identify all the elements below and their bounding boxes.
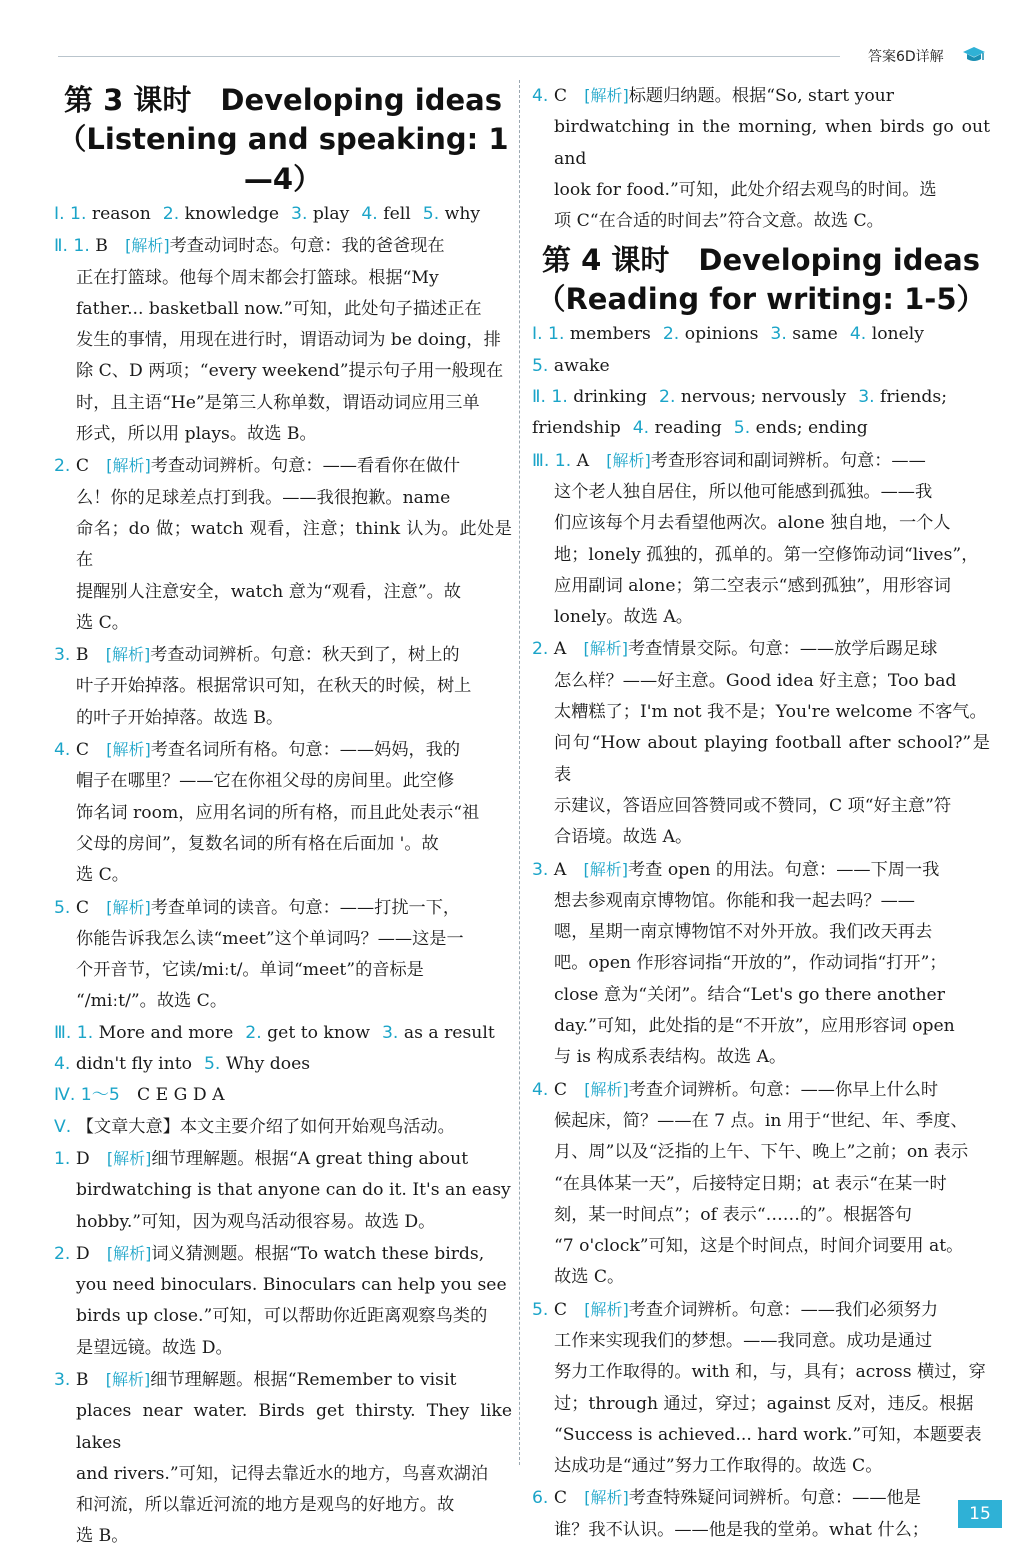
right-answer-lines — [532, 319, 990, 1546]
answer-line: 怎么样？——好主意。Good idea 好主意；Too bad — [554, 670, 957, 691]
answer-line: 与 is 构成系表结构。故选 A。 — [554, 1047, 787, 1068]
answer-line: 地；lonely 孤独的，孤单的。第一空修饰动词“lives”， — [554, 544, 979, 565]
answer-line: 5. C [解析]考查单词的读音。句意：——打扰一下， — [54, 897, 461, 918]
answer-line: 问句“How about playing football after school?”是表 — [554, 733, 990, 785]
answer-line: 你能告诉我怎么读“meet”这个单词吗？——这是一 — [76, 928, 464, 949]
answer-line: Ⅱ. 1. B [解析]考查动词时态。句意：我的爸爸现在 — [54, 236, 445, 257]
answer-line: and rivers.”可知，记得去靠近水的地方，鸟喜欢湖泊 — [76, 1463, 489, 1484]
answer-line: Ⅰ. 1. members 2. opinions 3. same 4. lonely — [532, 324, 924, 345]
section-mark: Ⅱ. — [532, 387, 546, 408]
section-mark: Ⅳ. — [54, 1085, 76, 1106]
answer-line: 选 C。 — [76, 612, 129, 633]
answer-line: 时，且主语“He”是第三人称单数，谓语动词应用三单 — [76, 392, 480, 413]
lesson-3-subtitle: （Listening and speaking: 1—4） — [57, 122, 509, 196]
answer-line: 太糟糕了；I'm not 我不是；You're welcome 不客气。 — [554, 702, 987, 723]
answer-line: 饰名词 room，应用名词的所有格，而且此处表示“祖 — [76, 802, 480, 823]
section-mark: Ⅲ. — [54, 1022, 72, 1043]
answer-line: Ⅲ. 1. A [解析]考查形容词和副词辨析。句意：—— — [532, 450, 926, 471]
answer-line: you need binoculars. Binoculars can help you see — [76, 1275, 507, 1296]
answer-line: 候起床，简？——在 7 点。in 用于“世纪、年、季度、 — [554, 1110, 968, 1131]
answer-line: 命名；do 做；watch 观看，注意；think 认为。此处是在 — [76, 518, 512, 571]
answer-line: 5. C [解析]考查介词辨析。句意：——我们必须努力 — [532, 1299, 939, 1320]
answer-line: 正在打篮球。他每个周末都会打篮球。根据“My — [76, 267, 439, 288]
header-brand: 答案6D详解 — [868, 49, 944, 65]
answer-line: 3. B [解析]考查动词辨析。句意：秋天到了，树上的 — [54, 645, 460, 666]
right-column — [532, 80, 990, 1546]
answer-line: 么！你的足球差点打到我。——我很抱歉。name — [76, 487, 451, 508]
answer-line: 和河流，所以靠近河流的地方是观鸟的好地方。故 — [76, 1495, 455, 1516]
answer-line: birds up close.”可知，可以帮助你近距离观察鸟类的 — [76, 1306, 488, 1327]
answer-line: “/miːt/”。故选 C。 — [76, 991, 228, 1012]
answer-line: 努力工作取得的。with 和，与，具有；across 横过，穿 — [554, 1362, 986, 1383]
left-answer-lines — [54, 199, 512, 1553]
answer-line: day.”可知，此处指的是“不开放”，应用形容词 open — [554, 1016, 955, 1037]
answer-line: 除 C、D 两项；“every weekend”提示句子用一般现在 — [76, 361, 504, 382]
answer-line: 2. A [解析]考查情景交际。句意：——放学后踢足球 — [532, 639, 938, 660]
answer-line: 2. D [解析]词义猜测题。根据“To watch these birds, — [54, 1243, 485, 1264]
answer-line: 发生的事情，用现在进行时，谓语动词为 be doing，排 — [76, 330, 501, 351]
answer-line: 3. B [解析]细节理解题。根据“Remember to visit — [54, 1369, 457, 1390]
lesson-4-subtitle: （Reading for writing: 1-5） — [536, 282, 986, 317]
answer-line: 2. C [解析]考查动词辨析。句意：——看看你在做什 — [54, 456, 461, 477]
answer-line: father... basketball now.”可知，此处句子描述正在 — [76, 298, 482, 319]
answer-line: look for food.”可知，此处介绍去观鸟的时间。选 — [554, 179, 937, 200]
answer-line: Ⅲ. 1. More and more 2. get to know 3. as a result — [54, 1022, 495, 1043]
answer-line: 5. awake — [532, 355, 610, 376]
answer-line: 吧。open 作形容词指“开放的”，作动词指“打开”； — [554, 953, 947, 974]
answer-line: “7 o'clock”可知，这是个时间点，时间介词要用 at。 — [554, 1236, 964, 1257]
answer-line: 这个老人独自居住，所以他可能感到孤独。——我 — [554, 481, 933, 502]
answer-line: 形式，所以用 plays。故选 B。 — [76, 424, 317, 445]
lesson-3-title: 第 3 课时 Developing ideas — [64, 83, 502, 117]
section-mark: Ⅱ. — [54, 236, 68, 257]
answer-line: 叶子开始掉落。根据常识可知，在秋天的时候，树上 — [76, 676, 472, 697]
answer-line: lonely。故选 A。 — [554, 607, 693, 628]
answer-line: friendship 4. reading 5. ends; ending — [532, 418, 868, 439]
column-divider — [519, 80, 520, 1465]
answer-line: Ⅴ. 【文章大意】本文主要介绍了如何开始观鸟活动。 — [54, 1116, 455, 1137]
answer-line: “Success is achieved... hard work.”可知，本题要表 — [554, 1424, 982, 1445]
answer-line: 谁？我不认识。——他是我的堂弟。what 什么； — [554, 1519, 929, 1540]
answer-line: 刻，某一时间点”；of 表示“……的”。根据答句 — [554, 1204, 912, 1225]
answer-line: 6. C [解析]考查特殊疑问词辨析。句意：——他是 — [532, 1488, 921, 1509]
header-rule — [58, 56, 840, 57]
answer-line: 提醒别人注意安全，watch 意为“观看，注意”。故 — [76, 581, 461, 602]
answer-line: 合语境。故选 A。 — [554, 827, 693, 848]
section-mark: Ⅰ. — [532, 324, 543, 345]
right-continued-lines — [532, 80, 990, 237]
section-mark: Ⅰ. — [54, 204, 65, 224]
answer-line: 4. C [解析]考查名词所有格。句意：——妈妈，我的 — [54, 740, 461, 761]
answer-line: 选 C。 — [76, 865, 129, 886]
answer-line: 工作来实现我们的梦想。——我同意。成功是通过 — [554, 1330, 933, 1351]
answer-line: 示建议，答语应回答赞同或不赞同，C 项“好主意”符 — [554, 795, 952, 816]
answer-line: 的叶子开始掉落。故选 B。 — [76, 707, 284, 728]
answer-line: 选 B。 — [76, 1526, 129, 1547]
lesson-4-title: 第 4 课时 Developing ideas — [542, 243, 980, 278]
page-number: 15 — [958, 1500, 1002, 1528]
answer-line: close 意为“关闭”。结合“Let's go there another — [554, 984, 945, 1005]
answer-line: hobby.”可知，因为观鸟活动很容易。故选 D。 — [76, 1211, 436, 1232]
answer-line: “在具体某一天”，后接特定日期；at 表示“在某一时 — [554, 1173, 947, 1194]
answer-line: 1. D [解析]细节理解题。根据“A great thing about — [54, 1148, 469, 1169]
answer-line: 是望远镜。故选 D。 — [76, 1337, 233, 1358]
answer-line: 帽子在哪里？——它在你祖父母的房间里。此空修 — [76, 771, 455, 792]
answer-line: places near water. Birds get thirsty. They like lakes — [76, 1401, 512, 1453]
answer-line: 4. C [解析]考查介词辨析。句意：——你早上什么时 — [532, 1079, 939, 1100]
answer-line: Ⅱ. 1. drinking 2. nervous; nervously 3. friends; — [532, 387, 947, 408]
section-mark: Ⅴ. — [54, 1116, 72, 1137]
answer-line: 想去参观南京博物馆。你能和我一起去吗？—— — [554, 890, 915, 911]
answer-line: 4. didn't fly into 5. Why does — [54, 1054, 311, 1075]
answer-line: 过；through 通过，穿过；against 反对，违反。根据 — [554, 1393, 974, 1414]
answer-line: 达成功是“通过”努力工作取得的。故选 C。 — [554, 1456, 883, 1477]
answer-line: 父母的房间”，复数名词的所有格在后面加 '。故 — [76, 833, 439, 854]
answer-line: Ⅳ. 1～5 C E G D A — [54, 1085, 225, 1106]
answer-line: 项 C“在合适的时间去”符合文意。故选 C。 — [554, 211, 884, 232]
left-column — [54, 80, 512, 1553]
graduation-cap-icon — [962, 44, 986, 66]
answer-line: Ⅰ. 1. reason 2. knowledge 3. play 4. fell 5. why — [54, 204, 481, 224]
answer-line: birdwatching in the morning, when birds go out and — [554, 117, 990, 169]
answer-line: 4. C [解析]标题归纳题。根据“So, start your — [532, 86, 894, 106]
answer-line: 故选 C。 — [554, 1267, 625, 1288]
answer-line: 应用副词 alone；第二空表示“感到孤独”，用形容词 — [554, 575, 951, 596]
answer-line: 嗯，星期一南京博物馆不对外开放。我们改天再去 — [554, 922, 933, 943]
answer-line: 3. A [解析]考查 open 的用法。句意：——下周一我 — [532, 859, 940, 880]
answer-line: 个开音节，它读/miːt/。单词“meet”的音标是 — [76, 960, 424, 981]
section-mark: Ⅲ. — [532, 450, 550, 471]
answer-line: birdwatching is that anyone can do it. It's an easy — [76, 1180, 511, 1201]
answer-line: 们应该每个月去看望他两次。alone 独自地，一个人 — [554, 513, 951, 534]
answer-line: 月、周”以及“泛指的上午、下午、晚上”之前；on 表示 — [554, 1142, 969, 1163]
